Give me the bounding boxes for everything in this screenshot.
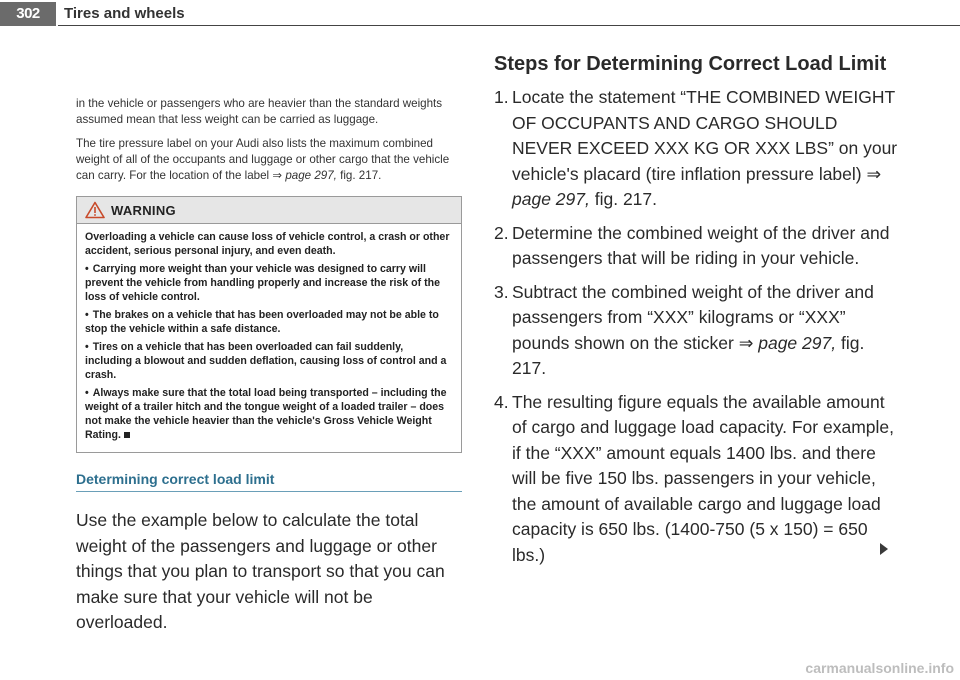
subheading-determining-load-limit: Determining correct load limit	[76, 471, 462, 492]
step-text: The resulting figure equals the available amount of cargo and luggage load capacity. For example, if the “XXX” amount equals 1400 lbs. and there will be five 150 lbs. passengers in your vehicle, the amount of available cargo and luggage load capacity is 650 lbs. (1400-750 (5 x 150) = 650 lbs.)	[512, 391, 894, 565]
warning-bullet	[85, 386, 453, 442]
intro-paragraph-1: in the vehicle or passengers who are heavier than the standard weights assumed mean that less weight can be carried as luggage.	[76, 97, 443, 126]
warning-body	[77, 224, 461, 452]
page-reference-link[interactable]: page 297,	[512, 189, 590, 209]
warning-bullet-text: The brakes on a vehicle that has been overloaded may not be able to stop the vehicle within a safe distance.	[85, 309, 439, 335]
bullet-icon: •	[85, 263, 89, 275]
step-number: 4.	[494, 391, 509, 412]
step-number: 2.	[494, 222, 509, 243]
intro-paragraph-2	[76, 136, 462, 184]
step-number: 3.	[494, 281, 509, 302]
watermark: carmanualsonline.info	[805, 660, 954, 676]
section-title: Tires and wheels	[64, 5, 185, 22]
bullet-icon: •	[85, 309, 89, 321]
warning-bullet	[85, 308, 453, 336]
figure-reference: fig. 217.	[512, 332, 865, 378]
step-text	[512, 85, 900, 213]
end-of-section-icon	[124, 432, 130, 438]
step-text-main: Subtract the combined weight of the driver and passengers from “XXX” kilograms or “XXX” pounds shown on the sticker	[512, 281, 874, 353]
cross-reference-arrow: ⇒	[272, 169, 283, 182]
step-item	[494, 221, 900, 272]
header-rule	[58, 25, 960, 26]
bullet-icon: •	[85, 387, 89, 399]
step-text-main: Locate the statement “THE COMBINED WEIGHT OF OCCUPANTS AND CARGO SHOULD NEVER EXCEED XXX KG OR XXX LBS” on your vehicle's placard (tire inflation pressure label)	[512, 87, 898, 184]
step-item	[494, 390, 900, 569]
right-column	[494, 51, 900, 576]
intro-paragraph-2-text: The tire pressure label on your Audi also lists the maximum combined weight of all of the occupants and luggage or other cargo that the vehicle can carry. For the location of the label	[76, 137, 450, 182]
warning-lead: Overloading a vehicle can cause loss of vehicle control, a crash or other accident, serious personal injury, and even death.	[85, 231, 450, 257]
step-text: Determine the combined weight of the driver and passengers that will be riding in your vehicle.	[512, 222, 890, 268]
figure-reference: fig. 217.	[340, 169, 382, 182]
warning-triangle-icon	[85, 201, 105, 219]
warning-title: WARNING	[111, 202, 176, 218]
cross-reference-arrow: ⇒	[866, 163, 882, 184]
page-reference-link[interactable]: page 297,	[758, 332, 837, 353]
step-number: 1.	[494, 87, 509, 107]
page-reference-link[interactable]: page 297,	[285, 169, 337, 182]
warning-header	[77, 197, 461, 224]
page-number: 302	[0, 2, 56, 26]
step-item	[494, 85, 900, 213]
warning-bullet	[85, 340, 453, 382]
figure-reference: fig. 217.	[594, 189, 658, 209]
cross-reference-arrow: ⇒	[738, 332, 754, 353]
step-item	[494, 280, 900, 382]
warning-bullet	[85, 262, 453, 304]
step-text	[512, 280, 900, 382]
warning-bullet-text: Always make sure that the total load being transported – including the weight of a trailer hitch and the tongue weight of a loaded trailer – does not make the vehicle heavier than the vehicle's Gross Vehicle Weight Rating.	[85, 387, 447, 441]
warning-bullet-text: Tires on a vehicle that has been overloaded can fail suddenly, including a blowout and sudden deflation, causing loss of control and a crash.	[85, 341, 447, 381]
bullet-icon: •	[85, 341, 89, 353]
steps-heading: Steps for Determining Correct Load Limit	[494, 53, 887, 75]
load-limit-intro-paragraph: Use the example below to calculate the total weight of the passengers and luggage or other things that you plan to transport so that you can make sure that your vehicle will not be overloaded.	[76, 510, 445, 632]
warning-bullet-text: Carrying more weight than your vehicle was designed to carry will prevent the vehicle from handling properly and increase the risk of the loss of vehicle control.	[85, 263, 440, 303]
page-header	[0, 0, 960, 26]
left-column	[76, 96, 462, 636]
warning-box	[76, 196, 462, 453]
continue-arrow-icon	[880, 543, 888, 555]
